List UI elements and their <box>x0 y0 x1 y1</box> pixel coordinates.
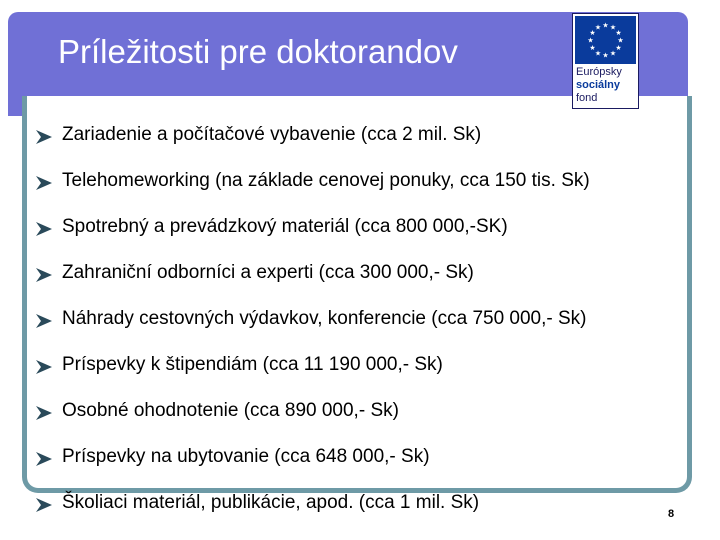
bullet-text: Príspevky na ubytovanie (cca 648 000,- Sk) <box>62 446 430 467</box>
arrowhead-bullet-icon <box>36 176 52 190</box>
eu-flag-icon <box>575 16 636 64</box>
eu-star-icon: ★ <box>589 44 596 52</box>
arrowhead-bullet-icon <box>36 314 52 328</box>
list-item <box>36 216 696 262</box>
arrowhead-bullet-icon <box>36 222 52 236</box>
list-item <box>36 308 696 354</box>
list-item <box>36 446 696 492</box>
arrowhead-bullet-icon <box>36 406 52 420</box>
arrowhead-bullet-icon <box>36 268 52 282</box>
logo-line-3: fond <box>576 92 598 104</box>
list-item <box>36 124 696 170</box>
logo-line-1: Európsky <box>576 66 622 78</box>
arrowhead-bullet-icon <box>36 498 52 512</box>
eu-star-icon: ★ <box>594 23 602 32</box>
arrowhead-bullet-icon <box>36 452 52 466</box>
arrowhead-bullet-icon <box>36 360 52 374</box>
eu-star-icon: ★ <box>615 44 622 52</box>
eu-star-icon: ★ <box>589 29 596 37</box>
list-item <box>36 400 696 446</box>
esf-logo-text <box>576 66 636 105</box>
bullet-text: Osobné ohodnotenie (cca 890 000,- Sk) <box>62 400 399 421</box>
eu-star-icon: ★ <box>587 36 594 45</box>
list-item <box>36 492 696 538</box>
list-item <box>36 354 696 400</box>
arrowhead-bullet-icon <box>36 130 52 144</box>
bullet-text: Zariadenie a počítačové vybavenie (cca 2 mil. Sk) <box>62 124 482 145</box>
esf-logo <box>572 13 639 109</box>
slide-title: Príležitosti pre doktorandov <box>58 33 458 70</box>
bullet-text: Náhrady cestovných výdavkov, konferencie (cca 750 000,- Sk) <box>62 308 587 329</box>
bullet-text: Príspevky k štipendiám (cca 11 190 000,- Sk) <box>62 354 443 375</box>
eu-star-icon: ★ <box>594 49 602 58</box>
logo-line-2: sociálny <box>576 79 621 91</box>
bullet-text: Telehomeworking (na základe cenovej ponuky, cca 150 tis. Sk) <box>62 170 590 191</box>
bullet-text: Zahraniční odborníci a experti (cca 300 000,- Sk) <box>62 262 474 283</box>
eu-star-icon: ★ <box>615 29 622 37</box>
list-item <box>36 170 696 216</box>
page-number: 8 <box>668 508 675 520</box>
list-item <box>36 262 696 308</box>
bullet-list <box>36 124 696 538</box>
bullet-text: Školiaci materiál, publikácie, apod. (cca 1 mil. Sk) <box>62 492 480 513</box>
eu-star-icon: ★ <box>602 21 609 30</box>
eu-star-icon: ★ <box>609 23 617 32</box>
eu-star-icon: ★ <box>609 49 617 58</box>
eu-star-icon: ★ <box>602 51 609 60</box>
bullet-text: Spotrebný a prevádzkový materiál (cca 800 000,-SK) <box>62 216 508 237</box>
eu-star-icon: ★ <box>617 36 624 45</box>
